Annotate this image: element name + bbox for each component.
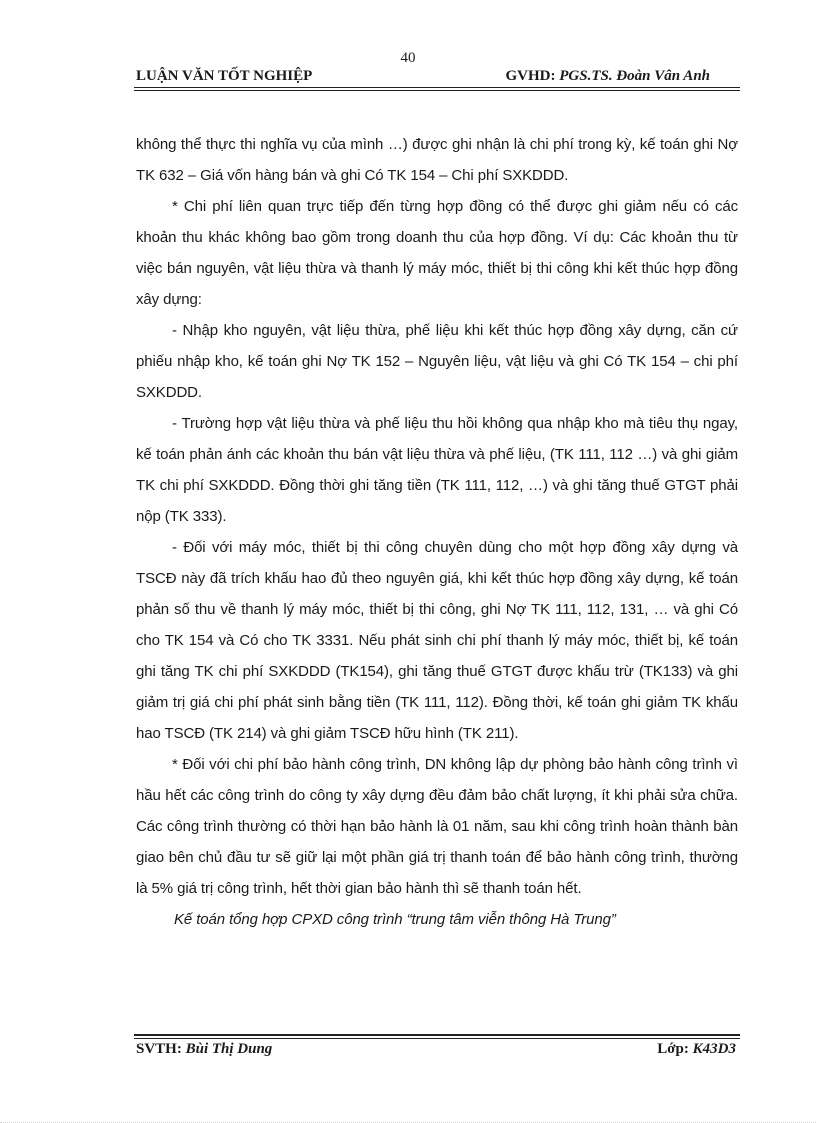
supervisor: [506, 68, 711, 85]
header-rule-secondary: [134, 90, 740, 91]
supervisor-label: GVHD:: [505, 68, 556, 84]
thesis-title: LUẬN VĂN TỐT NGHIỆP: [136, 68, 313, 84]
paragraph: - Nhập kho nguyên, vật liệu thừa, phế liệu khi kết thúc hợp đồng xây dựng, căn cứ phiếu nhập kho, kế toán ghi Nợ TK 152 – Nguyên liệu, vật liệu và ghi Có TK 154 – chi phí SXKDDD.: [136, 322, 738, 401]
paragraph: không thể thực thi nghĩa vụ của mình …) được ghi nhận là chi phí trong kỳ, kế toán ghi Nợ TK 632 – Giá vốn hàng bán và ghi Có TK 154 – Chi phí SXKDDD.: [136, 136, 738, 184]
supervisor-name: PGS.TS. Đoàn Vân Anh: [559, 68, 710, 84]
class-code: K43D3: [692, 1041, 736, 1057]
page-number: 40: [400, 50, 416, 66]
footer-rule: [134, 1034, 740, 1036]
header-rule: [134, 87, 740, 88]
paragraph: - Đối với máy móc, thiết bị thi công chuyên dùng cho một hợp đồng xây dựng và TSCĐ này đã trích khấu hao đủ theo nguyên giá, khi kết thúc hợp đồng xây dựng, kế toán phản số thu về thanh lý máy móc, thiết bị thi công, ghi Nợ TK 111, 112, 131, … và ghi Có cho TK 154 và Có cho TK 3331. Nếu phát sinh chi phí thanh lý máy móc, thiết bị, kế toán ghi tăng TK chi phí SXKDDD (TK154), ghi tăng thuế GTGT được khấu trừ (TK133) và ghi giảm trị giá chi phí phát sinh bằng tiền (TK 111, 112). Đồng thời, kế toán ghi giảm TK khấu hao TSCĐ (TK 214) và ghi giảm TSCĐ hữu hình (TK 211).: [136, 539, 738, 742]
paragraph: - Trường hợp vật liệu thừa và phế liệu thu hồi không qua nhập kho mà tiêu thụ ngay, kế toán phản ánh các khoản thu bán vật liệu thừa và phế liệu, (TK 111, 112 …) và ghi giảm TK chi phí SXKDDD. Đồng thời ghi tăng tiền (TK 111, 112, …) và ghi tăng thuế GTGT phải nộp (TK 333).: [136, 415, 738, 525]
body-text: [136, 129, 738, 935]
student: [136, 1041, 272, 1058]
class-label: Lớp:: [657, 1041, 689, 1057]
footer-rule-secondary: [134, 1038, 740, 1039]
paragraph: * Đối với chi phí bảo hành công trình, DN không lập dự phòng bảo hành công trình vì hầu hết các công trình do công ty xây dựng đều đảm bảo chất lượng, ít khi phải sửa chữa. Các công trình thường có thời hạn bảo hành là 01 năm, sau khi công trình hoàn thành bàn giao bên chủ đầu tư sẽ giữ lại một phần giá trị thanh toán để bảo hành công trình, thường là 5% giá trị công trình, hết thời gian bảo hành thì sẽ thanh toán hết.: [136, 756, 738, 897]
class: [657, 1041, 736, 1058]
page-header: [134, 68, 740, 88]
paragraph: * Chi phí liên quan trực tiếp đến từng hợp đồng có thể được ghi giảm nếu có các khoản thu khác không bao gồm trong doanh thu của hợp đồng. Ví dụ: Các khoản thu từ việc bán nguyên, vật liệu thừa và thanh lý máy móc, thiết bị thi công khi kết thúc hợp đồng xây dựng:: [136, 198, 738, 308]
student-label: SVTH:: [136, 1041, 182, 1057]
student-name: Bùi Thị Dung: [185, 1041, 273, 1057]
page-footer: [134, 1041, 740, 1061]
section-caption: Kế toán tổng hợp CPXD công trình “trung tâm viễn thông Hà Trung”: [174, 911, 616, 928]
